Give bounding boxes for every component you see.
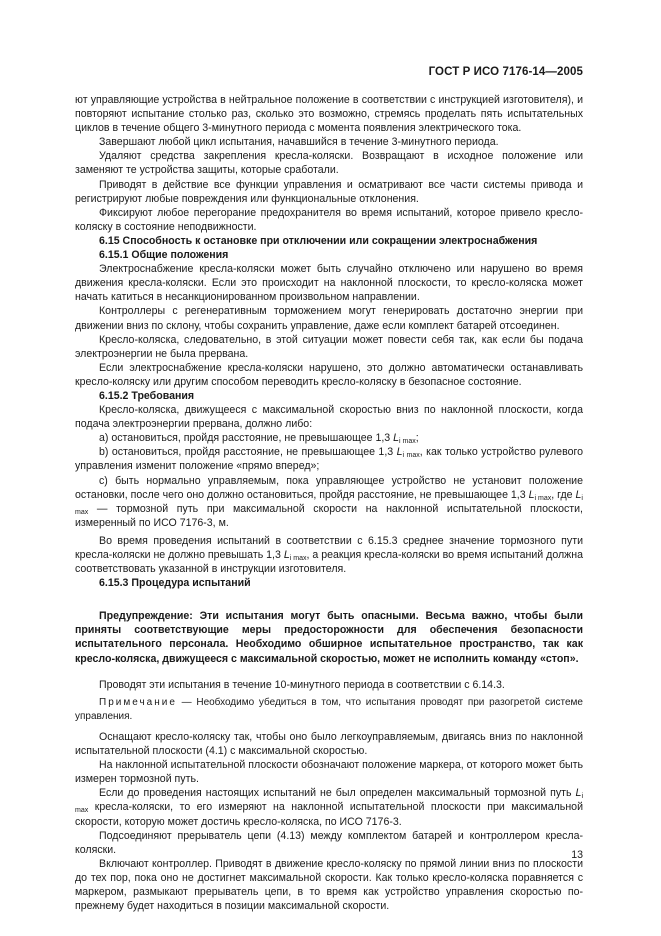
note: Примечание — Необходимо убедиться в том, что испытания проводят при разогретой системе управления. [75,696,583,722]
symbol-l: L [396,446,403,459]
symbol-subscript: i max [399,438,416,446]
section-heading-6-15-1: 6.15.1 Общие положения [99,249,229,262]
symbol-subscript: i max [75,494,583,516]
paragraph: Включают контроллер. Приводят в движение кресло-коляску по прямой линии вниз по плоскости до тех пор, пока оно не достигнет максимальной скорости. Как только кресло-коляска поравняется с маркером, размыкают прерыватель цепи, в то время как устройство управления скоростью по-прежнему будет находиться в позиции максимальной скорости. [75,857,583,913]
symbol-subscript: i max [402,452,420,460]
section-heading-6-15-2: 6.15.2 Требования [99,389,195,402]
symbol-l: L [575,787,582,800]
list-item-b: b) остановиться, пройдя расстояние, не превышающее 1,3 $L_{i max}$, как только устройство рулевого управления изменит положение «прямо вперед»; [75,446,583,473]
symbol-subscript: i max [289,555,307,562]
paragraph: Если электроснабжение кресла-коляски нарушено, это должно автоматически останавливать кресло-коляску или другим способом переводить кресло-коляску в безопасное состояние. [75,361,583,388]
warning-block: Предупреждение: Эти испытания могут быть опасными. Весьма важно, чтобы были приняты соответствующие меры предосторожности для обеспечения безопасности испытательного персонала. Необходимо обширное испытательное пространство, так как кресло-коляска, движущееся с максимальной скоростью, может не исполнить команду «стоп». [75,610,583,665]
paragraph: Во время проведения испытаний в соответствии с 6.15.3 среднее значение тормозного пути кресла-коляски не должно превышать 1,3 $L_{i max}$, а реакция кресла-коляски во время испытаний должна соответствовать указанной в инструкции изготовителя. [75,534,583,576]
paragraph: Кресло-коляска, движущееся с максимальной скоростью вниз по наклонной плоскости, когда подача электроэнергии прервана, должно либо: [75,404,583,431]
paragraph: Если до проведения настоящих испытаний не был определен максимальный тормозной путь $L_{i max}$ кресла-коляски, то его измеряют на наклонной испытательной плоскости при максимальной скорости, которую может достичь кресло-коляска, по ИСО 7176-3. [75,787,583,828]
list-item-c: c) быть нормально управляемым, пока управляющее устройство не установит положение остановки, после чего оно должно остановиться, пройдя расстояние, не превышающее 1,3 $L_{i max}$, где $L_{i max}$ — тормозной путь при максимальной скорости на наклонной испытательной плоскости, измеренный по ИСО 7176-3, м. [75,474,583,529]
paragraph: ют управляющие устройства в нейтральное положение в соответствии с инструкцией изготовителя), и повторяют испытание столько раз, сколько это возможно, стремясь проделать пять испытательных циклов в течение общего 3-минутного периода с момента появления электрического тока. [75,94,583,135]
section-heading-6-15-3: 6.15.3 Процедура испытаний [99,577,251,590]
list-item-a: a) остановиться, пройдя расстояние, не превышающее 1,3 $L_{i max}$; [99,432,419,446]
paragraph: Удаляют средства закрепления кресла-коляски. Возвращают в исходное положение или заменяют те устройства защиты, которые сработали. [75,150,583,177]
page-number: 13 [571,849,583,861]
note-label: Примечание [99,696,177,708]
paragraph: Кресло-коляска, следовательно, в этой ситуации может повести себя так, как если бы подача электроэнергии не была прервана. [75,333,583,360]
standard-header: ГОСТ Р ИСО 7176-14—2005 [428,66,583,78]
symbol-subscript: i max [534,494,552,502]
paragraph: Завершают любой цикл испытания, начавшийся в течение 3-минутного периода. [99,136,499,149]
section-heading-6-15: 6.15 Способность к остановке при отключении или сокращении электроснабжения [99,234,538,247]
paragraph: Электроснабжение кресла-коляски может быть случайно отключено или нарушено во время движения кресла-коляски. Если это происходит на наклонной плоскости, то кресло-коляска может начать катиться в несанкционированном произвольном направлении. [75,263,583,304]
paragraph: Контроллеры с регенеративным торможением могут генерировать достаточно энергии при движении вниз по склону, чтобы сохранить управление, даже если комплект батарей отсоединен. [75,305,583,332]
symbol-l: L [575,488,582,501]
paragraph: Фиксируют любое перегорание предохранителя во время испытаний, которое привело кресло-коляску в состояние неподвижности. [75,206,583,233]
symbol-l: L [528,488,535,501]
symbol-l: L [393,432,400,445]
paragraph: Проводят эти испытания в течение 10-минутного периода в соответствии с 6.14.3. [99,678,505,691]
document-body [75,93,583,913]
paragraph: Оснащают кресло-коляску так, чтобы оно было легкоуправляемым, двигаясь вниз по наклонной испытательной плоскости (4.1) с максимальной скоростью. [75,730,583,758]
paragraph: Приводят в действие все функции управления и осматривают все части системы привода и регистрируют любые повреждения или функциональные отклонения. [75,178,583,205]
symbol-subscript: i max [75,793,583,815]
paragraph: На наклонной испытательной плоскости обозначают положение маркера, от которого может быть измерен тормозной путь. [75,759,583,786]
paragraph: Подсоединяют прерыватель цепи (4.13) между комплектом батарей и контроллером кресла-коляски. [75,829,583,856]
symbol-l: L [283,549,290,561]
